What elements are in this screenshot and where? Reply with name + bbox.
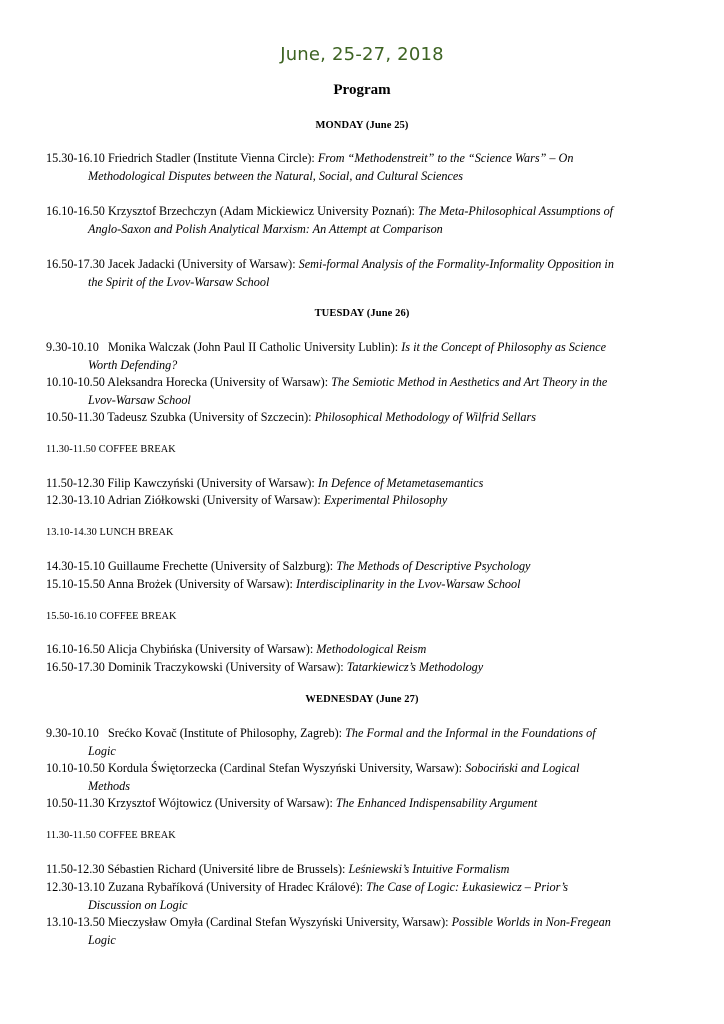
talk-tuesday-8: 16.10-16.50 Alicja Chybińska (University of Warsaw): Methodological Reism bbox=[46, 642, 427, 656]
talk-tuesday-2: 10.10-10.50 Aleksandra Horecka (University of Warsaw): The Semiotic Method in Aesthetics and Art Theory in the Lvov-Warsaw School bbox=[46, 375, 608, 407]
talk-tuesday-6: 14.30-15.10 Guillaume Frechette (University of Salzburg): The Methods of Descriptive Psychology bbox=[46, 559, 531, 573]
talk-tuesday-3: 10.50-11.30 Tadeusz Szubka (University of Szczecin): Philosophical Methodology of Wilfrid Sellars bbox=[46, 410, 536, 424]
talk-wednesday-1: 9.30-10.10 Srećko Kovač (Institute of Philosophy, Zagreb): The Formal and the Informal in the Foundations of Logic bbox=[46, 726, 596, 758]
talk-tuesday-9: 16.50-17.30 Dominik Traczykowski (University of Warsaw): Tatarkiewicz’s Methodology bbox=[46, 660, 484, 674]
day-heading-tuesday: TUESDAY (June 26) bbox=[314, 308, 410, 319]
talk-tuesday-4: 11.50-12.30 Filip Kawczyński (University of Warsaw): In Defence of Metametasemantics bbox=[46, 476, 484, 490]
coffee-break-tuesday-1: 11.30-11.50 COFFEE BREAK bbox=[46, 444, 176, 455]
talk-wednesday-2: 10.10-10.50 Kordula Świętorzecka (Cardinal Stefan Wyszyński University, Warsaw): Sobociński and Logical Methods bbox=[46, 761, 580, 793]
day-heading-monday: MONDAY (June 25) bbox=[315, 120, 409, 131]
day-heading-wednesday: WEDNESDAY (June 27) bbox=[305, 694, 419, 705]
program-heading: Program bbox=[333, 82, 391, 98]
coffee-break-wednesday: 11.30-11.50 COFFEE BREAK bbox=[46, 830, 176, 841]
conference-date: June, 25-27, 2018 bbox=[280, 44, 444, 65]
talk-wednesday-3: 10.50-11.30 Krzysztof Wójtowicz (University of Warsaw): The Enhanced Indispensability Argument bbox=[46, 796, 538, 810]
talk-wednesday-6: 13.10-13.50 Mieczysław Omyła (Cardinal Stefan Wyszyński University, Warsaw): Possible Worlds in Non-Fregean Logic bbox=[46, 915, 611, 947]
talk-wednesday-4: 11.50-12.30 Sébastien Richard (Université libre de Brussels): Leśniewski’s Intuitive Formalism bbox=[46, 862, 510, 876]
lunch-break-tuesday: 13.10-14.30 LUNCH BREAK bbox=[46, 527, 174, 538]
coffee-break-tuesday-2: 15.50-16.10 COFFEE BREAK bbox=[46, 611, 177, 622]
talk-tuesday-1: 9.30-10.10 Monika Walczak (John Paul II Catholic University Lublin): Is it the Concept of Philosophy as Science Worth Defending? bbox=[46, 340, 607, 372]
talk-monday-1: 15.30-16.10 Friedrich Stadler (Institute Vienna Circle): From “Methodenstreit” to the “Science Wars” – On Methodological Disputes between the Natural, Social, and Cultural Sciences bbox=[46, 151, 574, 183]
talk-tuesday-7: 15.10-15.50 Anna Brożek (University of Warsaw): Interdisciplinarity in the Lvov-Warsaw School bbox=[46, 577, 521, 591]
talk-wednesday-5: 12.30-13.10 Zuzana Rybaříková (University of Hradec Králové): The Case of Logic: Łukasiewicz – Prior’s Discussion on Logic bbox=[46, 880, 569, 912]
talk-monday-3: 16.50-17.30 Jacek Jadacki (University of Warsaw): Semi-formal Analysis of the Formality-Informality Opposition in the Spirit of the Lvov-Warsaw School bbox=[46, 257, 614, 289]
talk-monday-2: 16.10-16.50 Krzysztof Brzechczyn (Adam Mickiewicz University Poznań): The Meta-Philosophical Assumptions of Anglo-Saxon and Polish Analytical Marxism: An Attempt at Comparison bbox=[46, 204, 614, 236]
talk-tuesday-5: 12.30-13.10 Adrian Ziółkowski (University of Warsaw): Experimental Philosophy bbox=[46, 493, 448, 507]
